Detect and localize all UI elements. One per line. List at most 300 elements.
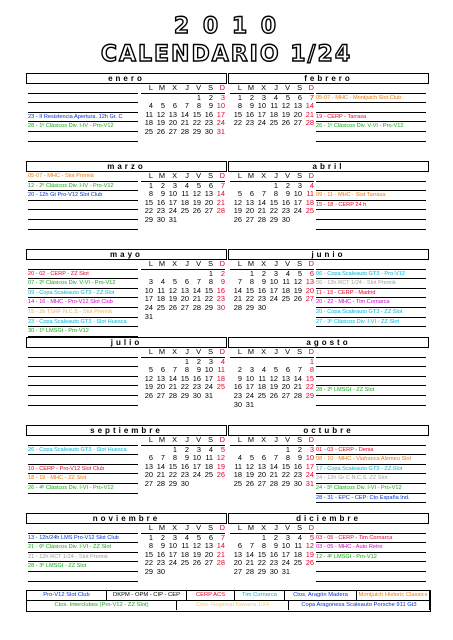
weekday-label: M	[158, 523, 165, 532]
calendar-day: 17	[281, 549, 290, 559]
calendar-day: 29	[180, 390, 189, 400]
calendar-day: 24	[168, 206, 177, 216]
weekday-label: D	[219, 523, 225, 532]
month-header: noviembre	[26, 513, 227, 524]
calendar-day: 15	[144, 197, 153, 207]
month-junio	[228, 248, 427, 334]
calendar-day: 24	[168, 558, 177, 568]
calendar-day: 7	[160, 453, 165, 463]
weekday-label: X	[261, 259, 266, 268]
calendar-day: 24	[293, 206, 302, 216]
weekday-label: M	[158, 171, 165, 180]
calendar-day: 18	[293, 549, 302, 559]
calendar-day: 25	[180, 558, 189, 568]
week-row	[141, 207, 225, 216]
calendar-day: 12	[156, 109, 165, 119]
calendar-day: 4	[285, 268, 290, 278]
calendar-day: 26	[233, 214, 242, 224]
month-header: septiembre	[26, 425, 227, 436]
calendar-day: 5	[160, 101, 165, 111]
event-line: 21 - 12h RCT 1/24 - Slot Premiá	[28, 553, 138, 563]
event-line: 28 - 31 - EPC - CEP: Cto España Ind.	[316, 494, 426, 504]
calendar-day: 13	[281, 373, 290, 383]
calendar-day: 14	[216, 541, 225, 551]
event-line	[316, 367, 426, 377]
calendar-day: 2	[160, 532, 165, 542]
event-line: 24 - 12h Gr C N.C.S. ZZ Slot	[316, 474, 426, 484]
calendar-day: 6	[208, 532, 213, 542]
calendar-day: 27	[144, 478, 153, 488]
weekday-label: J	[274, 523, 278, 532]
calendar-day: 15	[305, 373, 314, 383]
calendar-day: 12	[144, 373, 153, 383]
event-line: 24 - 5º Clásicos Div. I-VI - Pro-V12	[316, 484, 426, 494]
calendar-day: 23	[245, 118, 254, 128]
calendar-day: 3	[249, 365, 254, 375]
calendar-day: 13	[156, 373, 165, 383]
weekday-label: L	[237, 83, 242, 92]
event-line	[316, 396, 426, 406]
month-enero	[26, 72, 225, 158]
month-header: mayo	[26, 249, 227, 260]
calendar-day: 7	[220, 532, 225, 542]
week-row	[141, 128, 225, 137]
calendar-day: 7	[297, 365, 302, 375]
calendar-day: 6	[261, 453, 266, 463]
calendar-year-title: 2 0 1 0	[173, 14, 280, 39]
legend-entry: Pro-V12 Slot Club	[27, 591, 107, 601]
calendar-day: 29	[144, 214, 153, 224]
calendar-day: 15	[144, 549, 153, 559]
calendar-day: 4	[184, 180, 189, 190]
calendar-day: 18	[257, 382, 266, 392]
calendar-day: 21	[216, 549, 225, 559]
event-line	[28, 260, 138, 270]
calendar-day: 11	[306, 189, 314, 199]
event-line	[316, 377, 426, 387]
calendar-day: 8	[196, 101, 201, 111]
calendar-day: 13	[233, 549, 242, 559]
event-list	[316, 348, 426, 406]
calendar-day: 30	[216, 302, 225, 312]
calendar-day: 7	[220, 180, 225, 190]
weekday-label: L	[148, 523, 153, 532]
calendar-day: 16	[156, 197, 165, 207]
calendar-day: 21	[216, 197, 225, 207]
month-agosto	[228, 336, 427, 422]
calendar-day: 17	[216, 109, 225, 119]
calendar-day: 5	[309, 532, 314, 542]
event-line: 09 - Copa Scaleauto GT3 - ZZ Slot	[28, 289, 138, 299]
calendar-day: 18	[204, 461, 213, 471]
weekday-label: L	[237, 523, 242, 532]
calendar-day: 22	[144, 206, 153, 216]
calendar-day: 6	[249, 189, 254, 199]
calendar-day: 11	[282, 277, 290, 287]
calendar-day: 24	[305, 470, 314, 480]
calendar-day: 15	[281, 461, 290, 471]
calendar-day: 26	[192, 558, 201, 568]
calendar-day: 25	[257, 390, 266, 400]
event-line	[28, 524, 138, 534]
calendar-day: 1	[148, 532, 153, 542]
calendar-day: 30	[257, 302, 266, 312]
calendar-day: 30	[293, 478, 302, 488]
weekday-label: D	[308, 523, 314, 532]
event-list	[28, 172, 138, 230]
event-line: 28 - 1º Clásicos Div. I-IV - Pro-V12	[28, 122, 138, 132]
calendar-day: 9	[184, 453, 189, 463]
calendar-day: 10	[293, 189, 302, 199]
calendar-day: 2	[220, 268, 225, 278]
calendar-day: 4	[208, 444, 213, 454]
month-header: enero	[26, 73, 227, 84]
calendar-day: 3	[261, 92, 266, 102]
calendar-day: 24	[216, 118, 225, 128]
calendar-day: 2	[196, 356, 201, 366]
calendar-day: 22	[180, 382, 189, 392]
calendar-day: 5	[273, 365, 278, 375]
week-row	[230, 216, 314, 225]
calendar-day: 17	[269, 285, 278, 295]
calendar-day: 5	[196, 180, 201, 190]
calendar-day: 17	[144, 294, 153, 304]
calendar-day: 25	[180, 206, 189, 216]
calendar-day: 28	[257, 214, 266, 224]
calendar-day: 7	[172, 365, 177, 375]
calendar-day: 27	[156, 390, 165, 400]
calendar-day: 16	[245, 109, 254, 119]
calendar-day: 8	[309, 365, 314, 375]
calendar-day: 22	[144, 558, 153, 568]
calendar-day: 15	[180, 373, 189, 383]
day-grid	[230, 260, 314, 313]
calendar-day: 11	[217, 365, 225, 375]
event-list	[28, 436, 138, 494]
legend-entry: Tim Cornarca	[235, 591, 285, 601]
calendar-day: 1	[196, 92, 201, 102]
calendar-day: 30	[204, 126, 213, 136]
calendar-day: 26	[281, 118, 290, 128]
calendar-day: 28	[269, 478, 278, 488]
calendar-day: 18	[180, 197, 189, 207]
weekday-label: X	[261, 83, 266, 92]
week-row	[230, 295, 314, 304]
calendar-day: 26	[168, 302, 177, 312]
calendar-day: 28	[216, 206, 225, 216]
calendar-day: 4	[184, 532, 189, 542]
event-line	[28, 367, 138, 377]
week-row	[230, 480, 314, 489]
weekday-label: M	[247, 83, 254, 92]
calendar-day: 14	[156, 461, 165, 471]
event-line	[316, 524, 426, 534]
legend-entry: DKPM - OPM - CIP - CEP	[107, 591, 187, 601]
calendar-day: 15	[269, 197, 278, 207]
day-grid	[141, 172, 225, 225]
calendar-day: 23	[156, 206, 165, 216]
calendar-day: 7	[237, 277, 242, 287]
calendar-day: 2	[184, 444, 189, 454]
weekday-label: S	[208, 83, 213, 92]
calendar-day: 17	[305, 461, 314, 471]
calendar-day: 16	[204, 109, 213, 119]
weekday-label: V	[285, 83, 290, 92]
weekday-label: L	[148, 347, 153, 356]
calendar-day: 1	[285, 444, 290, 454]
month-header: abril	[228, 161, 429, 172]
weekday-label: J	[185, 347, 189, 356]
week-row	[141, 392, 225, 401]
event-list	[316, 172, 426, 230]
calendar-day: 10	[245, 373, 254, 383]
calendar-day: 10	[168, 189, 177, 199]
weekday-label: L	[237, 259, 242, 268]
calendar-day: 30	[192, 390, 201, 400]
weekday-label: J	[185, 171, 189, 180]
month-row	[26, 248, 429, 334]
calendar-day: 14	[192, 285, 201, 295]
calendar-day: 12	[216, 453, 225, 463]
weekday-label: J	[185, 83, 189, 92]
event-line	[28, 377, 138, 387]
calendar-day: 14	[269, 461, 278, 471]
calendar-day: 20	[204, 549, 213, 559]
calendar-day: 16	[293, 461, 302, 471]
calendar-day: 13	[305, 277, 314, 287]
month-mayo	[26, 248, 225, 334]
calendar-day: 29	[269, 214, 278, 224]
event-line: 12 - 4º LMSGt - Pro-V12	[316, 553, 426, 563]
calendar-day: 4	[261, 365, 266, 375]
calendar-day: 1	[309, 356, 314, 366]
calendar-day: 5	[297, 268, 302, 278]
event-line	[28, 455, 138, 465]
event-line	[28, 436, 138, 446]
weekday-label: S	[208, 259, 213, 268]
calendar-day: 2	[160, 180, 165, 190]
week-row	[141, 559, 225, 568]
calendar-day: 28	[156, 478, 165, 488]
event-line	[28, 358, 138, 368]
calendar-day: 20	[257, 470, 266, 480]
calendar-day: 5	[196, 532, 201, 542]
calendar-day: 11	[181, 189, 189, 199]
calendar-day: 27	[180, 302, 189, 312]
event-list	[28, 348, 138, 406]
weekday-label: L	[237, 347, 242, 356]
calendar-day: 12	[305, 541, 314, 551]
calendar-day: 20	[281, 382, 290, 392]
weekday-label: M	[247, 435, 254, 444]
calendar-day: 28	[216, 558, 225, 568]
calendar-day: 3	[172, 180, 177, 190]
calendar-day: 24	[204, 382, 213, 392]
calendar-day: 25	[281, 294, 290, 304]
calendar-day: 16	[233, 382, 242, 392]
calendar-day: 6	[297, 92, 302, 102]
month-row	[26, 424, 429, 510]
calendar-day: 8	[184, 365, 189, 375]
calendar-day: 14	[293, 373, 302, 383]
calendar-day: 8	[237, 101, 242, 111]
calendar-day: 26	[305, 558, 314, 568]
legend-entry: Montjuich Historic Classics	[357, 591, 430, 601]
weekday-label: X	[172, 259, 177, 268]
weekday-label: S	[208, 171, 213, 180]
weekday-label: V	[196, 523, 201, 532]
calendar-day: 27	[305, 294, 314, 304]
calendar-day: 5	[249, 453, 254, 463]
calendar-day: 26	[156, 126, 165, 136]
weekday-label: S	[297, 523, 302, 532]
calendar-day: 14	[257, 197, 266, 207]
weekday-label: X	[172, 83, 177, 92]
calendar-day: 18	[144, 118, 153, 128]
calendar-day: 8	[249, 277, 254, 287]
weekday-label: V	[196, 347, 201, 356]
event-line: 15 - 2h TSRF N.C.S - Slot Premiá	[28, 308, 138, 318]
calendar-day: 3	[208, 356, 213, 366]
calendar-day: 6	[237, 541, 242, 551]
weekday-label: L	[148, 171, 153, 180]
event-line: 20 - 22 - MHC - Tim Cornarca	[316, 298, 426, 308]
event-line: 06 - 12h RCT 1/24 - Slot Premiá	[316, 279, 426, 289]
day-grid	[141, 84, 225, 137]
calendar-day: 20	[204, 197, 213, 207]
calendar-day: 1	[249, 268, 254, 278]
calendar-day: 10	[144, 285, 153, 295]
calendar-day: 24	[281, 558, 290, 568]
calendar-day: 27	[281, 390, 290, 400]
calendar-day: 21	[293, 382, 302, 392]
event-line	[28, 386, 138, 396]
calendar-day: 22	[245, 294, 254, 304]
calendar-day: 13	[245, 197, 254, 207]
calendar-day: 9	[261, 277, 266, 287]
event-line	[316, 562, 426, 572]
calendar-day: 22	[168, 470, 177, 480]
day-grid	[141, 348, 225, 401]
calendar-day: 7	[273, 453, 278, 463]
weekday-label: X	[172, 347, 177, 356]
calendar-day: 1	[148, 180, 153, 190]
calendar-day: 9	[237, 373, 242, 383]
weekday-label: X	[172, 435, 177, 444]
calendar-day: 13	[144, 461, 153, 471]
calendar-day: 9	[297, 453, 302, 463]
legend-entry: Copa Aragonesa Scaleauto Porsche 911 Gt3	[289, 601, 430, 610]
calendar-day: 31	[216, 126, 225, 136]
calendar-day: 25	[216, 382, 225, 392]
calendar-day: 21	[305, 109, 314, 119]
event-line	[316, 132, 426, 142]
weekday-label: S	[297, 171, 302, 180]
calendar-day: 24	[269, 294, 278, 304]
day-grid	[230, 172, 314, 225]
calendar-day: 1	[261, 532, 266, 542]
event-line	[28, 201, 138, 211]
calendar-day: 17	[293, 197, 302, 207]
calendar-day: 26	[245, 478, 254, 488]
calendar-day: 30	[156, 214, 165, 224]
calendar-day: 16	[216, 285, 225, 295]
calendar-day: 30	[156, 566, 165, 576]
calendar-day: 3	[285, 532, 290, 542]
weekday-label: J	[274, 435, 278, 444]
calendar-day: 21	[233, 294, 242, 304]
event-line: 28 - 2º LMSGt - ZZ Slot	[316, 386, 426, 396]
calendar-day: 21	[192, 294, 201, 304]
calendar-day: 19	[192, 197, 201, 207]
event-line	[28, 348, 138, 358]
event-line: 07 - 2º Clásicos Div. V-VI - Pro-V12	[28, 279, 138, 289]
calendar-day: 16	[180, 461, 189, 471]
calendar-day: 29	[305, 390, 314, 400]
calendar-day: 23	[233, 390, 242, 400]
weekday-label: V	[285, 523, 290, 532]
day-grid	[230, 348, 314, 409]
weekday-label: J	[185, 259, 189, 268]
weekday-label: V	[285, 347, 290, 356]
calendar-day: 25	[204, 470, 213, 480]
calendar-day: 2	[297, 444, 302, 454]
week-row	[230, 119, 314, 128]
calendar-day: 6	[148, 453, 153, 463]
calendar-day: 5	[220, 444, 225, 454]
calendar-day: 30	[180, 478, 189, 488]
event-line: 01 - 03 - CERP - Denia	[316, 446, 426, 456]
calendar-day: 10	[281, 541, 290, 551]
event-line: 06 - Copa Scaleauto GT3 - Pro-V12	[316, 270, 426, 280]
calendar-day: 16	[269, 549, 278, 559]
calendar-day: 31	[305, 478, 314, 488]
event-line: 28 - 3º LMSGt - ZZ Slot	[28, 562, 138, 572]
calendar-day: 4	[273, 92, 278, 102]
calendar-day: 14	[168, 373, 177, 383]
event-line	[316, 358, 426, 368]
week-row	[141, 480, 225, 489]
event-line: 05-07 - MHC - Montjuich Slot Club	[316, 94, 426, 104]
calendar-day: 23	[257, 294, 266, 304]
calendar-day: 7	[309, 92, 314, 102]
week-row	[141, 568, 225, 577]
calendar-day: 25	[269, 118, 278, 128]
weekday-label: J	[274, 171, 278, 180]
calendar-day: 28	[233, 302, 242, 312]
calendar-day: 5	[172, 277, 177, 287]
calendar-day: 23	[281, 206, 290, 216]
calendar-day: 12	[281, 101, 290, 111]
weekday-label: M	[158, 83, 165, 92]
event-line: 19 - CERP - Tarrasa	[316, 113, 426, 123]
weekday-label: L	[148, 259, 153, 268]
calendar-day: 16	[156, 549, 165, 559]
week-row	[230, 304, 314, 313]
weekday-label: L	[148, 83, 153, 92]
calendar-day: 11	[145, 109, 153, 119]
calendar-day: 24	[257, 118, 266, 128]
weekday-label: D	[308, 347, 314, 356]
event-list	[316, 436, 426, 503]
weekday-label: V	[285, 171, 290, 180]
calendar-day: 12	[233, 197, 242, 207]
calendar-day: 11	[270, 101, 278, 111]
event-line: 26 - 4º Clásicos Div. I-VI - Pro-V12	[28, 484, 138, 494]
calendar-day: 6	[160, 365, 165, 375]
calendar-day: 1	[172, 444, 177, 454]
event-line: 26 - 1º Clásicos Div. V-VI - Pro-V12	[316, 122, 426, 132]
